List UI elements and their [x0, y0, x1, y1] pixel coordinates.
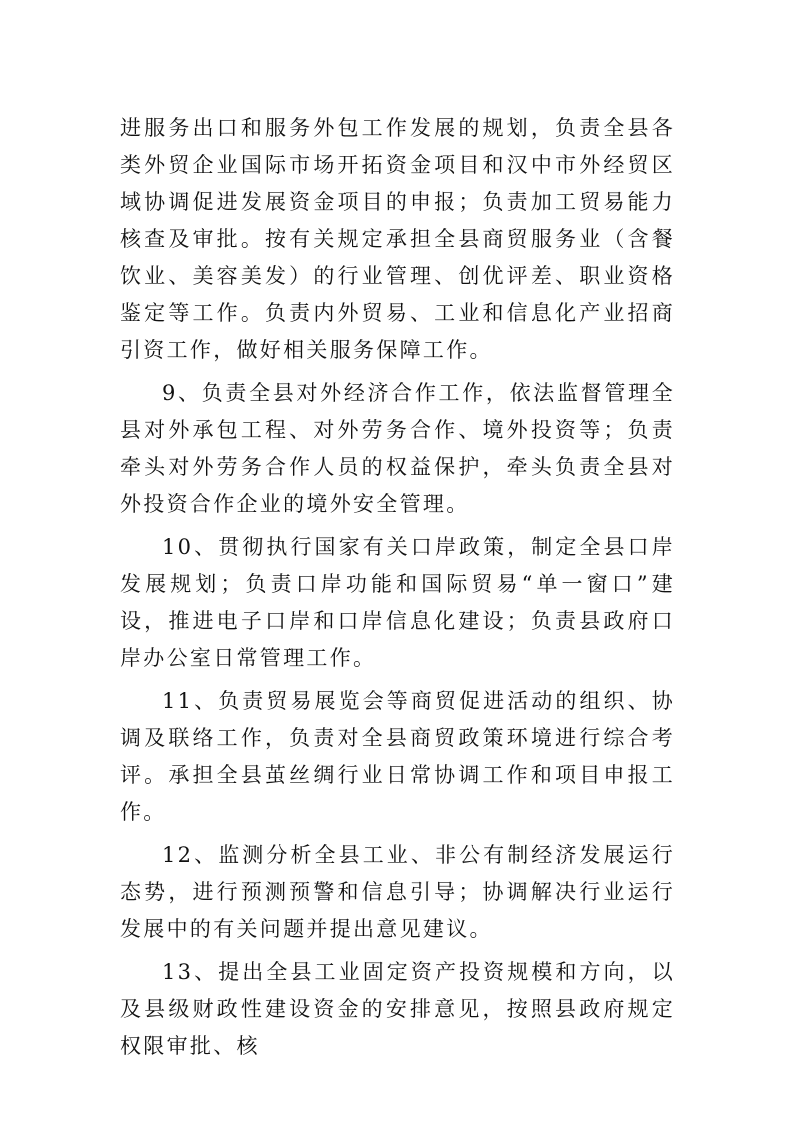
paragraph-item-11: 11、负责贸易展览会等商贸促进活动的组织、协调及联络工作，负责对全县商贸政策环境进行综合考评。承担全县茧丝绸行业日常协调工作和项目申报工作。	[120, 689, 675, 824]
document-body	[120, 110, 675, 1071]
paragraph-item-9: 9、负责全县对外经济合作工作，依法监督管理全县对外承包工程、对外劳务合作、境外投资等；负责牵头对外劳务合作人员的权益保护，牵头负责全县对外投资合作企业的境外安全管理。	[120, 381, 675, 516]
paragraph-item-13: 13、提出全县工业固定资产投资规模和方向，以及县级财政性建设资金的安排意见，按照县政府规定权限审批、核	[120, 960, 675, 1058]
paragraph-item-12: 12、监测分析全县工业、非公有制经济发展运行态势，进行预测预警和信息引导；协调解决行业运行发展中的有关问题并提出意见建议。	[120, 843, 675, 941]
paragraph-continuation: 进服务出口和服务外包工作发展的规划，负责全县各类外贸企业国际市场开拓资金项目和汉中市外经贸区域协调促进发展资金项目的申报；负责加工贸易能力核查及审批。按有关规定承担全县商贸服务业（含餐饮业、美容美发）的行业管理、创优评差、职业资格鉴定等工作。负责内外贸易、工业和信息化产业招商引资工作，做好相关服务保障工作。	[120, 116, 675, 362]
paragraph-item-10: 10、贯彻执行国家有关口岸政策，制定全县口岸发展规划；负责口岸功能和国际贸易“单一窗口”建设，推进电子口岸和口岸信息化建设；负责县政府口岸办公室日常管理工作。	[120, 535, 675, 670]
